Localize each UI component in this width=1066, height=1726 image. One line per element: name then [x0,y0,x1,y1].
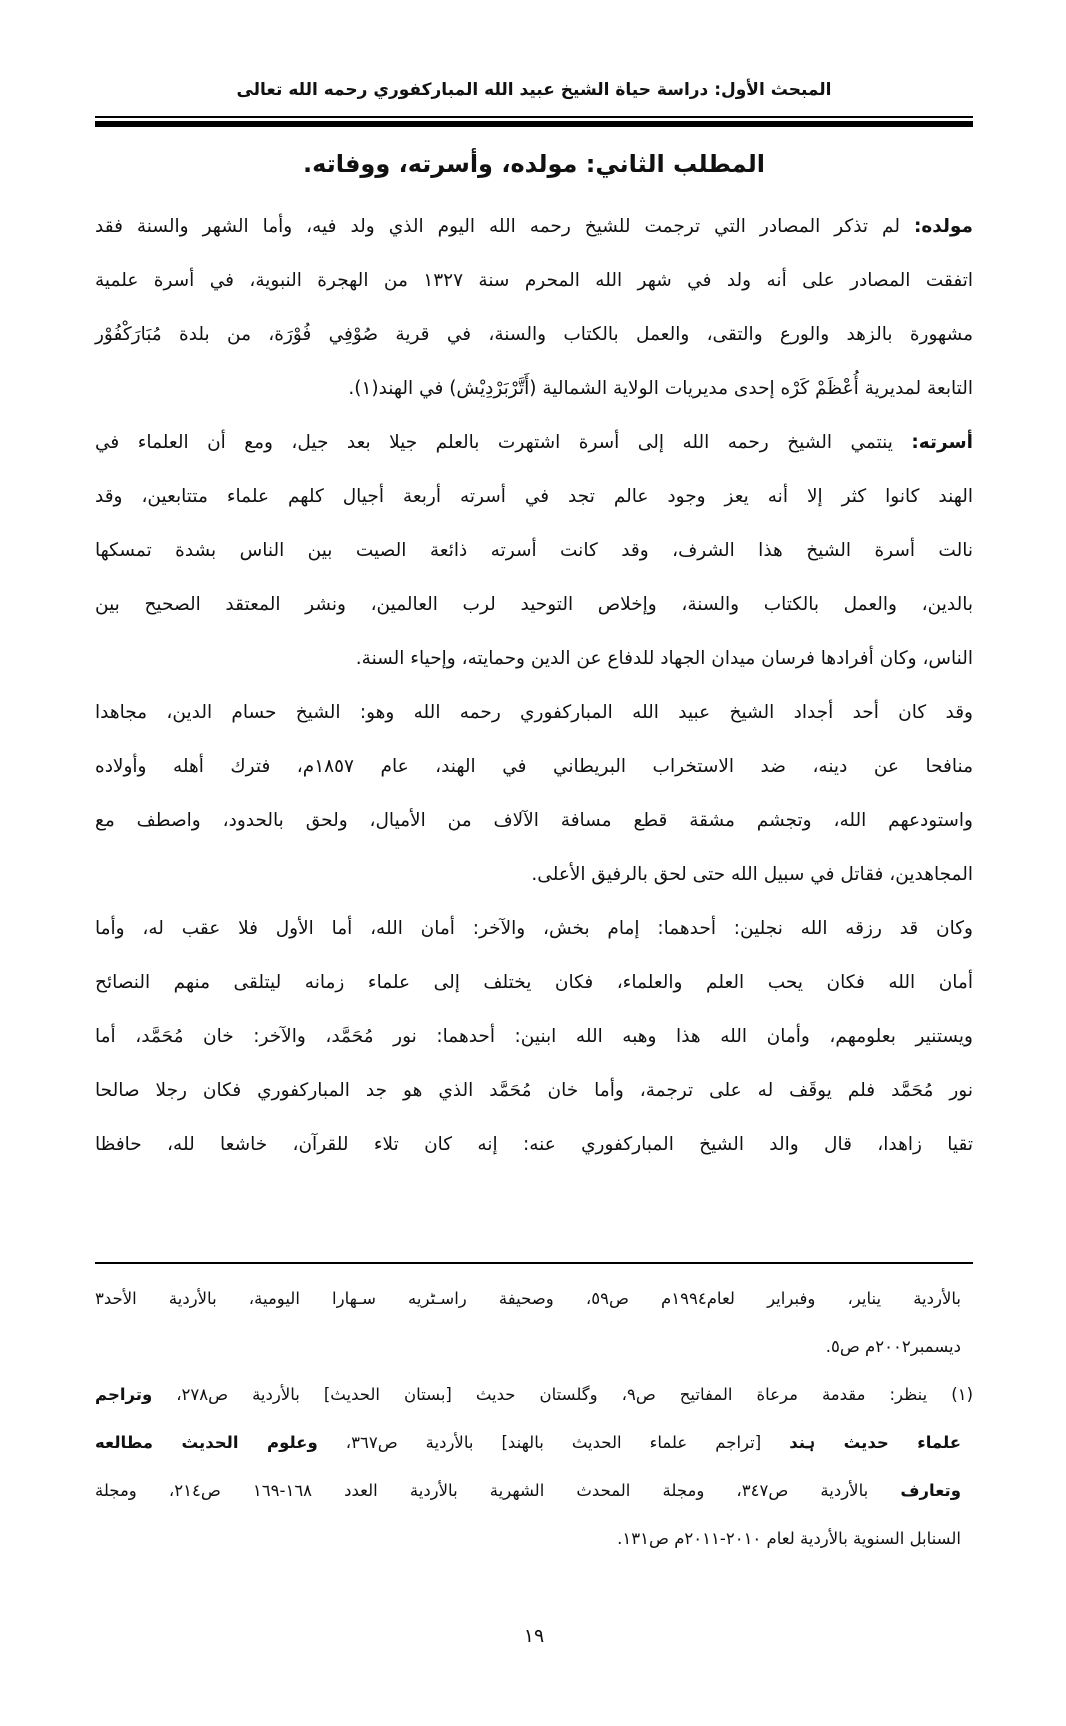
text-run: واستودعهم الله، وتجشم مشقة قطع مسافة الآلاف من الأميال، ولحق بالحدود، واصطف مع [95,810,973,831]
body-line [95,740,973,794]
body-line [95,1118,973,1172]
body-line [95,686,973,740]
text-run: منافحا عن دينه، ضد الاستخراب البريطاني في الهند، عام ١٨٥٧م، فترك أهله وأولاده [95,756,973,777]
body-line [95,362,973,416]
text-run: الهند كانوا كثر إلا أنه يعز وجود عالم تجد في أسرته أربعة أجيال كلهم علماء متتابعين، وقد [95,486,973,507]
bold-text: مولده: [913,216,973,237]
text-run: تقيا زاهدا، قال والد الشيخ المباركفوري عنه: إنه كان تلاء للقرآن، خاشعا لله، حافظا [95,1134,973,1155]
bold-text: أسرته: [911,432,973,453]
text-run: لم تذكر المصادر التي ترجمت للشيخ رحمه الله اليوم الذي ولد فيه، وأما الشهر والسنة فقد [95,216,914,237]
text-run: بالدين، والعمل بالكتاب والسنة، وإخلاص التوحيد لرب العالمين، ونشر المعتقد الصحيح بين [95,594,973,615]
text-run: مشهورة بالزهد والورع والتقى، والعمل بالكتاب والسنة، في قرية صُوْفِي فُوْرَة، من بلدة مُبَارَكْفُوْر [95,324,973,345]
bold-text: وتعارف [900,1481,961,1500]
text-run: السنابل السنوية بالأردية لعام ٢٠١٠-٢٠١١م ص١٣١. [617,1529,961,1548]
page-number: ١٩ [523,1625,545,1647]
body-line [95,1064,973,1118]
body-line [95,848,973,902]
text-run: ديسمبر٢٠٠٢م ص٥. [825,1337,961,1356]
bold-text: علماء حديث ہند [789,1433,962,1452]
text-run: بالأردية ص٣٤٧، ومجلة المحدث الشهرية بالأردية العدد ١٦٨-١٦٩ ص٢١٤، ومجلة [95,1481,901,1500]
body-line [95,902,973,956]
header-rule-thick [95,121,973,127]
text-run: نور مُحَمَّد فلم يوقَف له على ترجمة، وأما خان مُحَمَّد الذي هو جد المباركفوري فكان رجلا صالحا [95,1080,973,1101]
text-run: التابعة لمديرية أُعْظَمْ كَرْه إحدى مديريات الولاية الشمالية (أَتَّرْبَرْدِيْش) في الهند(١). [348,378,973,399]
footnote-line [95,1419,973,1467]
footnote-line [95,1515,973,1563]
text-run: ويستنير بعلومهم، وأمان الله هذا وهبه الله ابنين: أحدهما: نور مُحَمَّد، والآخر: خان مُحَمَّد، أما [95,1026,973,1047]
body-line [95,956,973,1010]
text-run: [تراجم علماء الحديث بالهند] بالأردية ص٣٦٧، [317,1433,790,1452]
footnote-line [95,1371,973,1419]
body-line [95,1010,973,1064]
header-rule-thin [95,116,973,118]
footnote-line [95,1323,973,1371]
running-header: المبحث الأول: دراسة حياة الشيخ عبيد الله المباركفوري رحمه الله تعالى [236,80,832,100]
body-line [95,794,973,848]
footnotes [95,1275,973,1563]
section-heading: المطلب الثاني: مولده، وأسرته، ووفاته. [303,150,765,178]
body-line [95,524,973,578]
text-run: وقد كان أحد أجداد الشيخ عبيد الله المباركفوري رحمه الله وهو: الشيخ حسام الدين، مجاهدا [95,702,973,723]
footnote-line [95,1467,973,1515]
text-run: بالأردية يناير، وفبراير لعام١٩٩٤م ص٥٩، وصحيفة راسـٹريه سـهارا اليومية، بالأردية الأحد٣ [95,1289,961,1308]
text-run: ينتمي الشيخ رحمه الله إلى أسرة اشتهرت بالعلم جيلا بعد جيل، ومع أن العلماء في [95,432,912,453]
text-run: المجاهدين، فقاتل في سبيل الله حتى لحق بالرفيق الأعلى. [531,864,973,885]
footnote-line [95,1275,973,1323]
text-run: وكان قد رزقه الله نجلين: أحدهما: إمام بخش، والآخر: أمان الله، أما الأول فلا عقب له، وأما [95,918,973,939]
text-run: الناس، وكان أفرادها فرسان ميدان الجهاد للدفاع عن الدين وحمايته، وإحياء السنة. [355,648,973,669]
text-run: اتفقت المصادر على أنه ولد في شهر الله المحرم سنة ١٣٢٧ من الهجرة النبوية، في أسرة علمية [95,270,973,291]
body-line [95,632,973,686]
bold-text: وعلوم الحديث مطالعه [95,1433,318,1452]
body-line [95,200,973,254]
body-line [95,254,973,308]
body-line [95,416,973,470]
bold-text: وتراجم [95,1385,153,1404]
body-line [95,308,973,362]
text-run: (١) ينظر: مقدمة مرعاة المفاتيح ص٩، وگلستان حديث [بستان الحديث] بالأردية ص٢٧٨، [152,1385,973,1404]
text-run: أمان الله فكان يحب العلم والعلماء، فكان يختلف إلى علماء زمانه ليتلقى منهم النصائح [95,972,973,993]
footnote-separator [95,1262,973,1264]
body-text [95,200,973,1172]
body-line [95,578,973,632]
body-line [95,470,973,524]
text-run: نالت أسرة الشيخ هذا الشرف، وقد كانت أسرته ذائعة الصيت بين الناس بشدة تمسكها [95,540,973,561]
